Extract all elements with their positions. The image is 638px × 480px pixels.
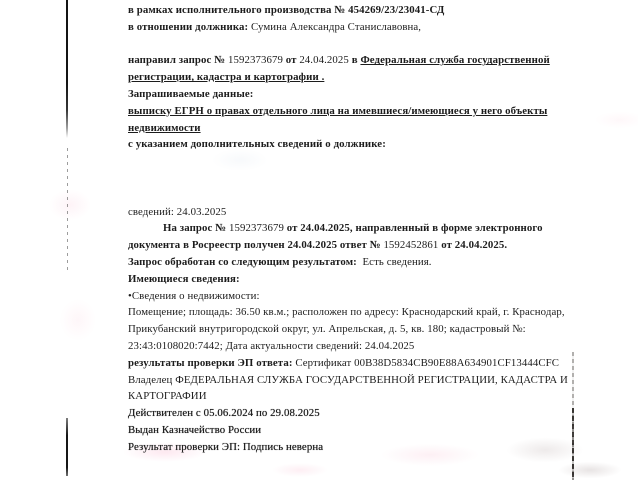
text-segment: выписку ЕГРН о правах отдельного лица на имевшиеся/имеющиеся у него объекты недвижимости [128, 104, 548, 134]
line-additional-info [128, 136, 575, 153]
text-segment: Есть сведения. [356, 255, 432, 268]
text-segment: в рамках исполнительного производства № 454269/23/23041-СД [128, 4, 445, 16]
blank-line [128, 36, 575, 53]
scan-artifact-left-line-bottom [66, 418, 68, 476]
text-segment: На запрос № [163, 222, 229, 235]
document-text-block [128, 0, 575, 456]
text-segment: 1592373679 [227, 54, 283, 67]
text-segment: Владелец ФЕДЕРАЛЬНАЯ СЛУЖБА ГОСУДАРСТВЕННОЙ РЕГИСТРАЦИИ, КАДАСТРА И КАРТОГРАФИИ [128, 373, 568, 403]
text-segment: от [282, 54, 300, 67]
para-certificate-owner [128, 372, 575, 406]
text-segment: Сертификат 00B38D5834CB90E88A634901CF13444CFC [295, 356, 560, 369]
text-segment: 24.04.2025 [299, 54, 349, 67]
text-segment: 1592373679 [228, 222, 284, 235]
line-data-date [128, 204, 575, 221]
text-segment: Результат проверки ЭП: Подпись неверна [128, 440, 324, 453]
text-segment: от 24.04.2025, направленный в форме электронного документа в Росреестр получен 24.04.2025 ответ № [128, 222, 543, 252]
line-request-result [128, 254, 575, 271]
text-segment: Имеющиеся сведения: [128, 272, 240, 285]
text-segment: Сумина Александра Станиславовна, [250, 20, 422, 33]
line-available-info-label [128, 271, 575, 288]
text-segment: сведений: 24.03.2025 [128, 205, 227, 218]
line-certificate-validity [128, 405, 575, 422]
text-segment: Федеральная служба государственной регистрации, кадастра и картографии . [128, 54, 550, 84]
text-segment: Помещение; площадь: 36.50 кв.м.; расположен по адресу: Краснодарский край, г. Краснодар, Прикубанский внутригородской округ, ул. Апрельская, д. 5, кв. 180; кадастровый №: 23:43:0108020:7442; Дата актуальности сведений: 24.04.2025 [128, 306, 565, 352]
text-segment: направил запрос № [128, 54, 228, 67]
text-segment: Запрос обработан со следующим результатом: [128, 255, 357, 268]
line-signature-verification [128, 439, 575, 456]
text-segment: с указанием дополнительных сведений о должнике: [128, 138, 386, 151]
text-segment: 1592452861 [383, 239, 439, 252]
para-request-response [128, 220, 575, 254]
scan-artifact-left-line-middle [67, 148, 68, 273]
blank-line [128, 187, 575, 204]
line-proceeding-number [128, 2, 575, 19]
line-egrn-extract [128, 103, 575, 137]
text-segment: •Сведения о недвижимости: [128, 289, 260, 302]
line-realty-info-label [128, 288, 575, 305]
text-segment: в отношении должника: [128, 20, 251, 33]
para-request-sent [128, 52, 575, 86]
line-signature-check-result [128, 355, 575, 372]
text-segment: Действителен с 05.06.2024 по 29.08.2025 [128, 407, 320, 420]
blank-line [128, 153, 575, 170]
para-property-details [128, 304, 575, 354]
text-segment: Запрашиваемые данные: [128, 87, 254, 100]
text-segment: от 24.04.2025. [438, 239, 508, 252]
text-segment: Выдан Казначейство России [128, 423, 262, 436]
line-debtor [128, 19, 575, 36]
line-requested-data-label [128, 86, 575, 103]
scan-artifact-left-line-top [66, 0, 68, 138]
blank-line [128, 170, 575, 187]
line-certificate-issuer [128, 422, 575, 439]
text-segment: результаты проверки ЭП ответа: [128, 356, 296, 369]
text-segment: в [348, 54, 361, 67]
